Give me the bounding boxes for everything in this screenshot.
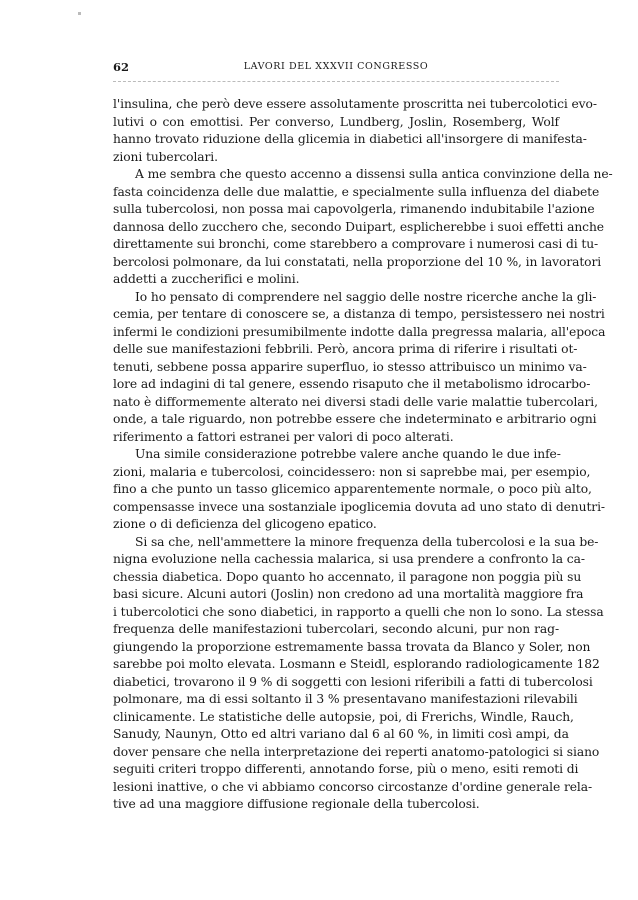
text-line: basi sicure. Alcuni autori (Joslin) non credono ad una mortalità maggiore fra <box>113 587 584 601</box>
text-line: addetti a zuccherifici e molini. <box>113 272 300 286</box>
text-line: frequenza delle manifestazioni tubercolari, secondo alcuni, pur non rag- <box>113 622 559 636</box>
text-line: tenuti, sebbene possa apparire superfluo, io stesso attribuisco un minimo va- <box>113 359 587 374</box>
text-line: zione o di deficienza del glicogeno epatico. <box>113 517 377 531</box>
text-line: compensasse invece una sostanziale ipoglicemia dovuta ad uno stato di denutri- <box>113 499 605 514</box>
paragraph <box>113 534 604 814</box>
text-line: onde, a tale riguardo, non potrebbe essere che indeterminato e arbitrario ogni <box>113 412 597 426</box>
text-line: diabetici, trovarono il 9 % di soggetti con lesioni riferibili a fatti di tubercolosi <box>113 674 593 689</box>
scan-speck <box>78 12 81 15</box>
text-line: direttamente sui bronchi, come starebbero a comprovare i numerosi casi di tu- <box>113 237 599 251</box>
text-line: Si sa che, nell'ammettere la minore frequenza della tubercolosi e la sua be- <box>135 534 599 549</box>
text-line: lutivi o con emottisi. Per converso, Lundberg, Joslin, Rosemberg, Wolf <box>113 114 559 129</box>
text-line: zioni tubercolari. <box>113 149 218 164</box>
text-line: i tubercolotici che sono diabetici, in rapporto a quelli che non lo sono. La stessa <box>113 604 604 619</box>
text-line: hanno trovato riduzione della glicemia in diabetici all'insorgere di manifesta- <box>113 132 587 146</box>
paragraph <box>113 166 613 289</box>
text-line: seguiti criteri troppo differenti, annotando forse, più o meno, esiti remoti di <box>113 762 579 776</box>
text-line: delle sue manifestazioni febbrili. Però, ancora prima di riferire i risultati ot- <box>113 342 578 356</box>
text-line: Una simile considerazione potrebbe valere anche quando le due infe- <box>135 447 561 461</box>
paragraph <box>113 96 597 166</box>
text-line: bercolosi polmonare, da lui constatati, nella proporzione del 10 %, in lavoratori <box>113 254 602 269</box>
text-line: A me sembra che questo accenno a dissensi sulla antica convinzione della ne- <box>135 167 613 181</box>
running-title: LAVORI DEL XXXVII CONGRESSO <box>243 61 429 72</box>
paragraph <box>113 446 605 534</box>
text-line: polmonare, ma di essi soltanto il 3 % presentavano manifestazioni rilevabili <box>113 692 578 706</box>
text-line: tive ad una maggiore diffusione regionale della tubercolosi. <box>113 797 480 811</box>
text-line: chessia diabetica. Dopo quanto ho accennato, il paragone non poggia più su <box>113 569 582 584</box>
text-line: l'insulina, che però deve essere assolutamente proscritta nei tubercolotici evo- <box>113 97 597 111</box>
text-line: sulla tubercolosi, non possa mai capovolgerla, rimanendo indubitabile l'azione <box>113 202 595 216</box>
text-line: nato è difformemente alterato nei diversi stadi delle varie malattie tubercolari, <box>113 394 598 409</box>
text-line: fasta coincidenza delle due malattie, e specialmente sulla influenza del diabete <box>113 184 600 199</box>
header-rule <box>113 81 559 82</box>
text-line: fino a che punto un tasso glicemico apparentemente normale, o poco più alto, <box>113 482 592 496</box>
text-line: lesioni inattive, o che vi abbiamo concorso circostanze d'ordine generale rela- <box>113 779 593 794</box>
text-line: dover pensare che nella interpretazione dei reperti anatomo-patologici si siano <box>113 744 600 759</box>
text-line: sarebbe poi molto elevata. Losmann e Steidl, esplorando radiologicamente 182 <box>113 657 600 671</box>
page-number: 62 <box>113 60 130 74</box>
paragraph <box>113 289 606 447</box>
text-line: clinicamente. Le statistiche delle autopsie, poi, di Frerichs, Windle, Rauch, <box>113 709 574 724</box>
body-text <box>113 96 613 814</box>
text-line: cemia, per tentare di conoscere se, a distanza di tempo, persistessero nei nostri <box>113 307 605 321</box>
text-line: Sanudy, Naunyn, Otto ed altri variano dal 6 al 60 %, in limiti così ampi, da <box>113 727 569 741</box>
text-line: zioni, malaria e tubercolosi, coincidessero: non si saprebbe mai, per esempio, <box>113 464 591 479</box>
text-line: Io ho pensato di comprendere nel saggio delle nostre ricerche anche la gli- <box>135 289 597 304</box>
text-line: dannosa dello zucchero che, secondo Duipart, esplicherebbe i suoi effetti anche <box>113 219 604 234</box>
text-line: infermi le condizioni presumibilmente indotte dalla pregressa malaria, all'epoca <box>113 324 606 339</box>
text-line: riferimento a fattori estranei per valori di poco alterati. <box>113 429 454 444</box>
text-line: lore ad indagini di tal genere, essendo risaputo che il metabolismo idrocarbo- <box>113 377 591 391</box>
running-header <box>113 60 559 76</box>
text-line: giungendo la proporzione estremamente bassa trovata da Blanco y Soler, non <box>113 639 591 654</box>
text-line: nigna evoluzione nella cachessia malarica, si usa prendere a confronto la ca- <box>113 552 585 566</box>
